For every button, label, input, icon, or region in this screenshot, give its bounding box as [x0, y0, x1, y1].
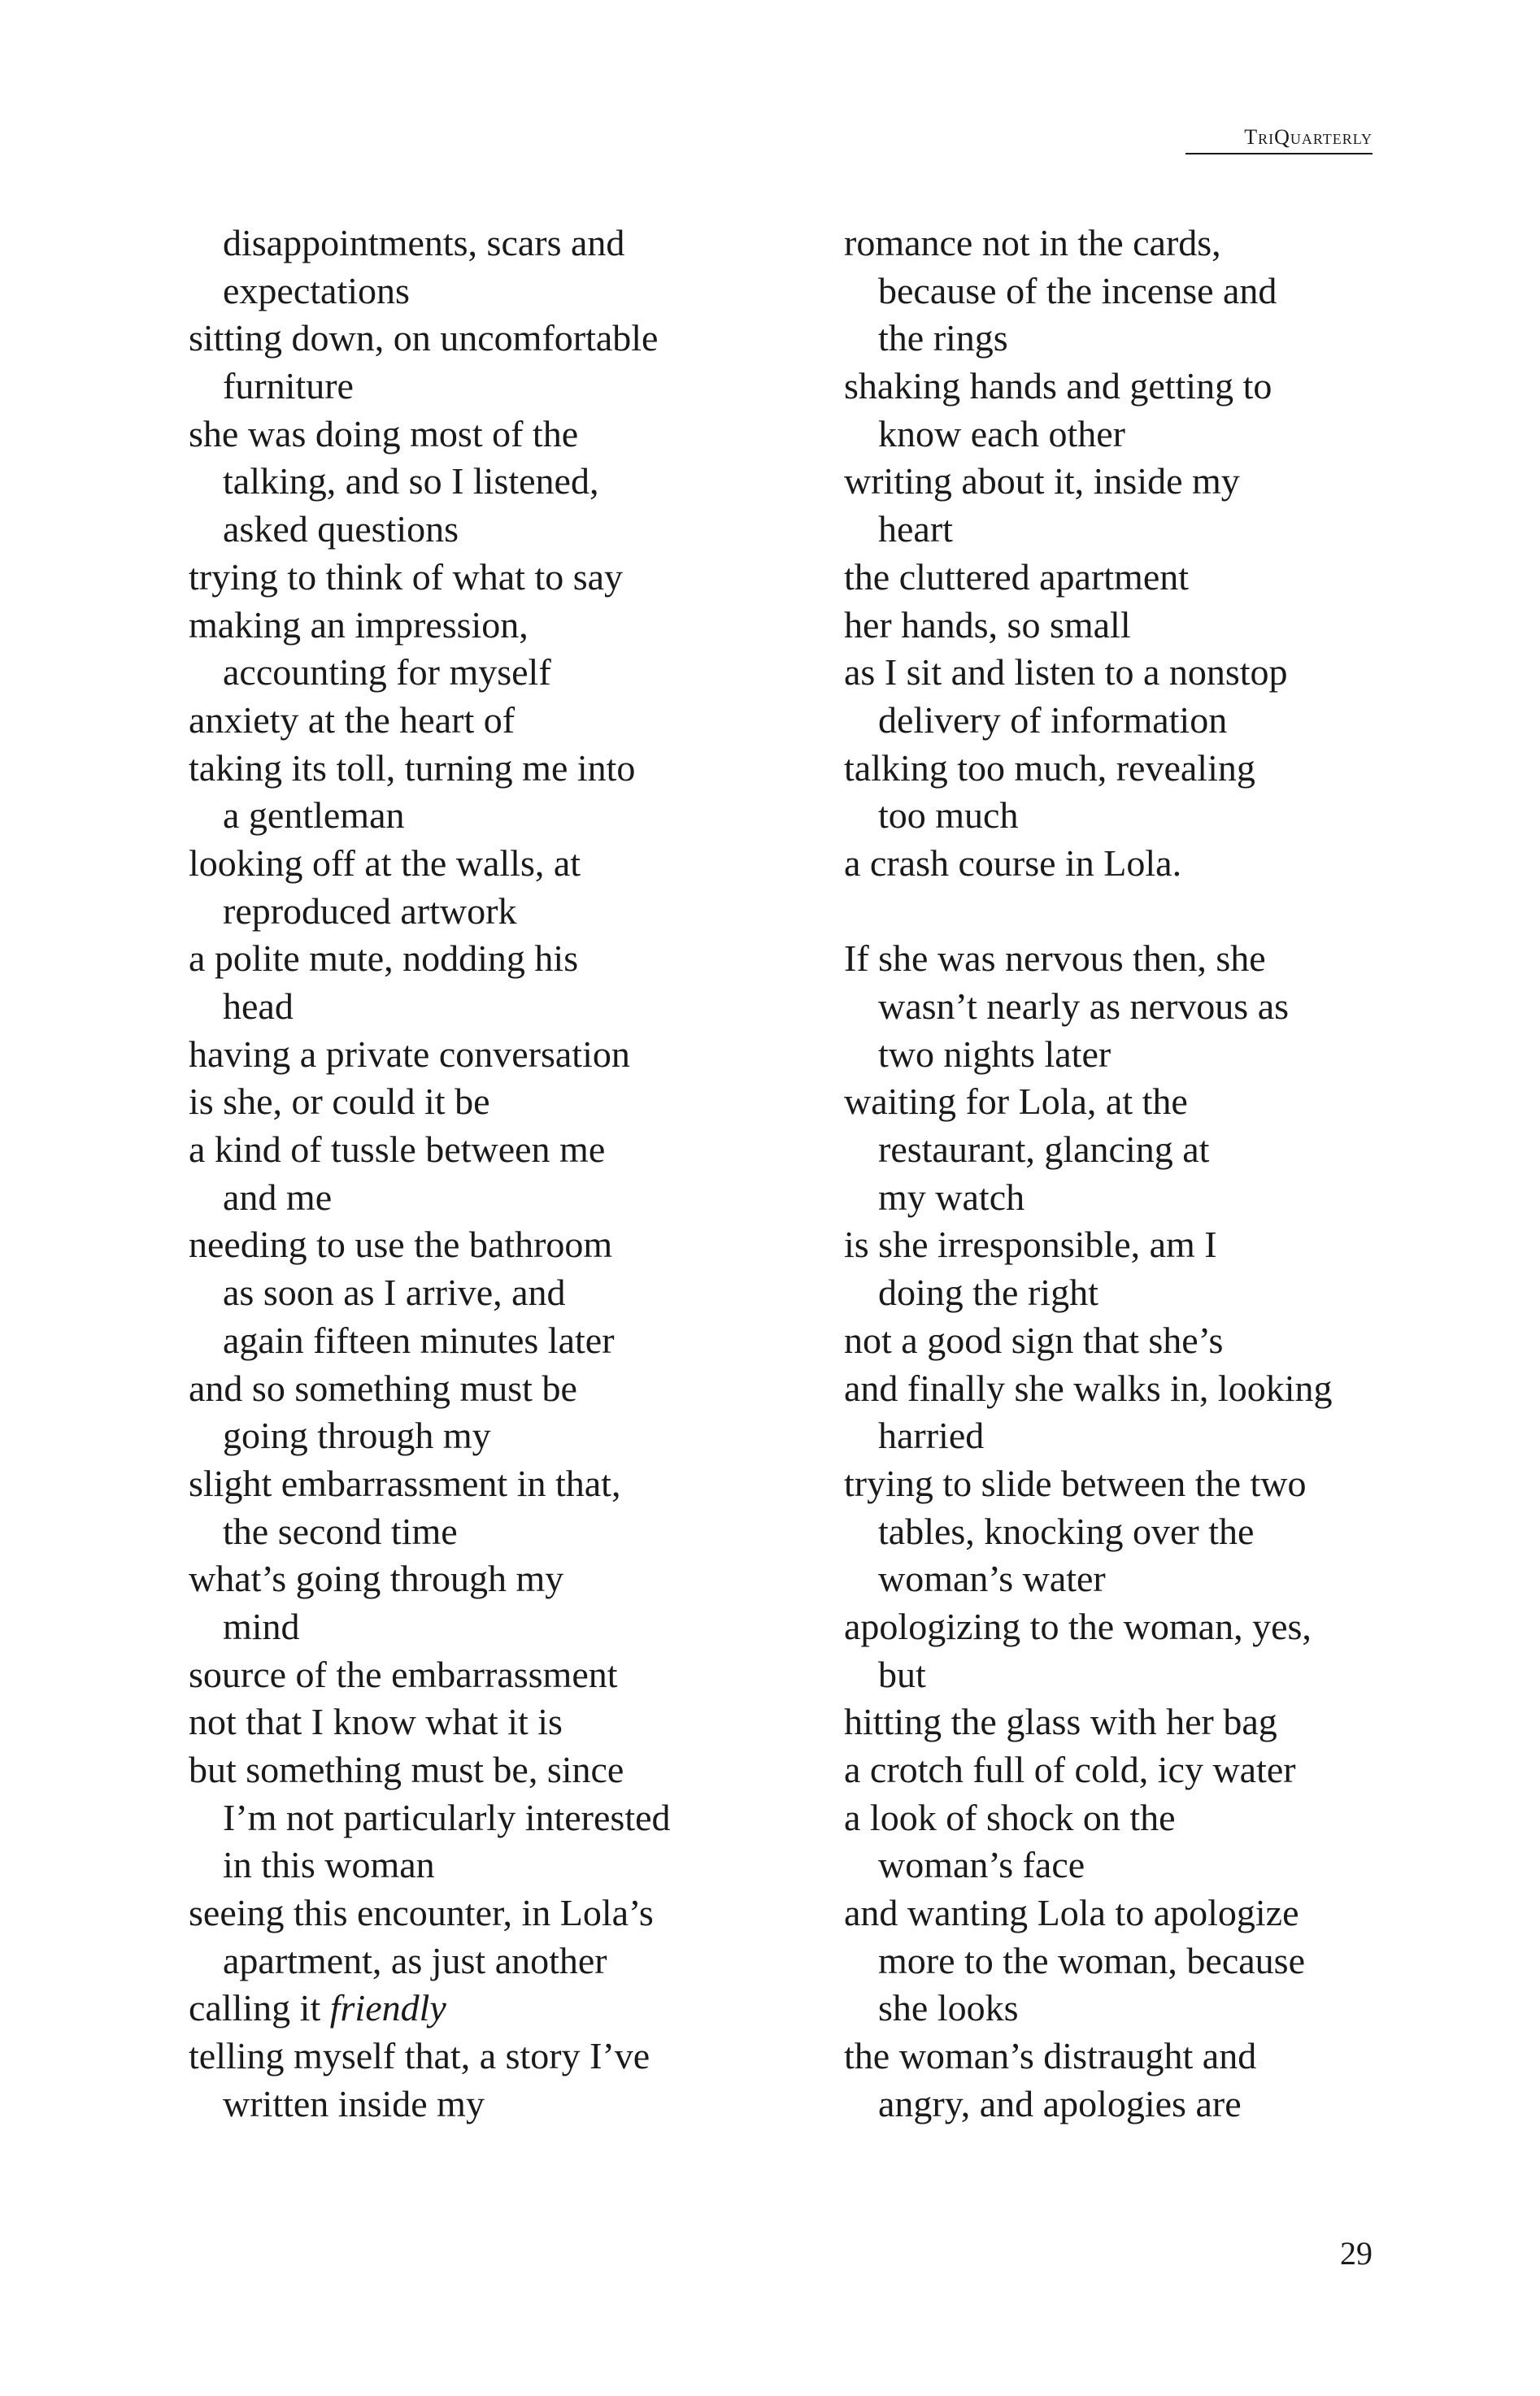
- poem-line-text: a gentleman: [223, 794, 405, 837]
- poem-line-text: and wanting Lola to apologize: [844, 1892, 1299, 1934]
- poem-line: [844, 935, 1462, 983]
- poem-line: [189, 411, 807, 459]
- poem-line: [844, 1365, 1462, 1413]
- poem-line-text: asked questions: [223, 508, 459, 550]
- poem-line: [844, 220, 1462, 267]
- poem-line: [189, 220, 807, 267]
- poem-line: [189, 1078, 807, 1126]
- poem-line: [844, 1031, 1462, 1079]
- poem-line-text: apologizing to the woman, yes,: [844, 1605, 1312, 1647]
- poem-line-text: source of the embarrassment: [189, 1653, 618, 1695]
- poem-line-text: what’s going through my: [189, 1558, 564, 1600]
- poem-line-text: a crotch full of cold, icy water: [844, 1749, 1296, 1790]
- poem-line-text: in this woman: [223, 1844, 435, 1886]
- right-column: [844, 220, 1462, 2129]
- poem-line: [844, 1603, 1462, 1651]
- poem-line: [189, 1746, 807, 1794]
- poem-line: [189, 602, 807, 650]
- poem-line: [844, 1889, 1462, 1937]
- poem-line-text: woman’s water: [878, 1558, 1106, 1600]
- poem-line-text: a look of shock on the: [844, 1796, 1176, 1838]
- running-header: TriQuarterly: [1185, 127, 1373, 154]
- poem-line-text: but something must be, since: [189, 1749, 624, 1790]
- poem-line: [844, 2033, 1462, 2081]
- poem-line-text: heart: [878, 508, 953, 550]
- poem-line-text: sitting down, on uncomfortable: [189, 317, 659, 359]
- poem-line-text: woman’s face: [878, 1844, 1085, 1886]
- poem-line: [189, 1842, 807, 1889]
- poem-line: [189, 1126, 807, 1174]
- poem-line: [844, 1555, 1462, 1603]
- poem-line-text: accounting for myself: [223, 651, 551, 694]
- poem-line-text: expectations: [223, 269, 410, 311]
- poem-line-text: slight embarrassment in that,: [189, 1462, 621, 1504]
- poem-line: [844, 1221, 1462, 1269]
- poem-line-text: going through my: [223, 1415, 491, 1457]
- poem-line: [189, 1555, 807, 1603]
- poem-line: [844, 506, 1462, 554]
- poem-line-text: I’m not particularly interested: [223, 1796, 671, 1838]
- poem-line-text: the second time: [223, 1510, 458, 1552]
- stanza-break: [844, 888, 1462, 936]
- poem-line: [844, 1174, 1462, 1222]
- poem-line: [844, 554, 1462, 602]
- poem-line: [189, 554, 807, 602]
- poem-line: [189, 983, 807, 1031]
- poem-line: [189, 315, 807, 363]
- poem-line-text: she was doing most of the: [189, 412, 579, 454]
- poem-line-text: but: [878, 1653, 926, 1695]
- poem-line: [844, 411, 1462, 459]
- poem-line: [189, 1651, 807, 1699]
- poem-line: [189, 1269, 807, 1317]
- poem-line: [844, 1508, 1462, 1556]
- poem-line: [844, 792, 1462, 840]
- poem-line-text: a kind of tussle between me: [189, 1128, 606, 1171]
- poem-line-text: and so something must be: [189, 1367, 577, 1409]
- poem-line: [189, 1698, 807, 1746]
- poem-line-text: because of the incense and: [878, 269, 1277, 311]
- poem-line: [189, 1508, 807, 1556]
- poem-line-text: waiting for Lola, at the: [844, 1081, 1188, 1123]
- poem-line: [844, 697, 1462, 745]
- poem-line: [844, 1651, 1462, 1699]
- poem-line-text: head: [223, 985, 294, 1027]
- poem-line-text: not that I know what it is: [189, 1701, 563, 1743]
- poem-line-text: the woman’s distraught and: [844, 2035, 1257, 2077]
- poem-line: [189, 888, 807, 936]
- poem-line: [844, 363, 1462, 411]
- poem-line: [844, 267, 1462, 315]
- poem-line-text: needing to use the bathroom: [189, 1224, 613, 1266]
- poem-line-text: trying to think of what to say: [189, 555, 624, 598]
- poem-line: [844, 1317, 1462, 1365]
- poem-line-text: romance not in the cards,: [844, 222, 1221, 263]
- poem-line-text: the cluttered apartment: [844, 555, 1190, 598]
- poem-line-text: more to the woman, because: [878, 1939, 1305, 1981]
- poem-line: [189, 1937, 807, 1985]
- poem-line-text: anxiety at the heart of: [189, 698, 516, 741]
- poem-line-text: harried: [878, 1415, 985, 1457]
- poem-line: [189, 935, 807, 983]
- poem-line-text: looking off at the walls, at: [189, 841, 581, 884]
- poem-line: [844, 1698, 1462, 1746]
- poem-line-text: my watch: [878, 1176, 1025, 1218]
- poem-line-text: taking its toll, turning me into: [189, 746, 636, 789]
- poem-line: [844, 458, 1462, 506]
- poem-line-text: know each other: [878, 412, 1125, 454]
- poem-line: [844, 1746, 1462, 1794]
- poem-line-text: not a good sign that she’s: [844, 1319, 1224, 1361]
- poem-line-text: talking too much, revealing: [844, 746, 1255, 789]
- poem-line-text: tables, knocking over the: [878, 1510, 1255, 1552]
- poem-line-text: If she was nervous then, she: [844, 937, 1266, 980]
- poem-line-text: calling it: [189, 1987, 330, 2029]
- poem-line-text: as I sit and listen to a nonstop: [844, 651, 1288, 694]
- poem-line-text: is she irresponsible, am I: [844, 1224, 1217, 1266]
- poem-line: [189, 458, 807, 506]
- poem-line: [844, 2081, 1462, 2129]
- poem-line-text: mind: [223, 1605, 300, 1647]
- poem-line: [189, 1221, 807, 1269]
- poem-line: [844, 1460, 1462, 1508]
- poem-line: [844, 745, 1462, 793]
- poem-line: [844, 1842, 1462, 1889]
- poem-line: [844, 840, 1462, 888]
- poem-line-text: again fifteen minutes later: [223, 1319, 615, 1361]
- poem-line: [189, 267, 807, 315]
- poem-line: [844, 649, 1462, 697]
- poem-line: [189, 1317, 807, 1365]
- poem-line-text: is she, or could it be: [189, 1081, 490, 1123]
- poem-line-text: reproduced artwork: [223, 889, 517, 932]
- poem-line-text: writing about it, inside my: [844, 460, 1240, 502]
- page-number: 29: [1340, 2235, 1373, 2272]
- poem-line: [844, 1269, 1462, 1317]
- poem-line: [189, 697, 807, 745]
- poem-line-text: disappointments, scars and: [223, 222, 625, 263]
- poem-line: [844, 1794, 1462, 1842]
- poem-line-text: having a private conversation: [189, 1033, 630, 1075]
- poem-line: [189, 649, 807, 697]
- poem-line: [844, 1078, 1462, 1126]
- poem-line-text: written inside my: [223, 2082, 485, 2124]
- poem-line-text: shaking hands and getting to: [844, 365, 1272, 407]
- poem-line-text: a polite mute, nodding his: [189, 937, 579, 980]
- poem-line: [844, 315, 1462, 363]
- poem-line-text: a crash course in Lola.: [844, 841, 1182, 884]
- poem-line-text: hitting the glass with her bag: [844, 1701, 1277, 1743]
- poem-line-text: wasn’t nearly as nervous as: [878, 985, 1290, 1027]
- poem-line: [844, 1937, 1462, 1985]
- poem-line-text: and me: [223, 1176, 333, 1218]
- poem-line-text: as soon as I arrive, and: [223, 1272, 566, 1314]
- poem-line-italic-text: friendly: [329, 1987, 446, 2029]
- poem-line: [189, 1889, 807, 1937]
- poem-line: [189, 745, 807, 793]
- poem-line: [189, 1460, 807, 1508]
- poem-line: [189, 840, 807, 888]
- poem-line-text: the rings: [878, 317, 1008, 359]
- poem-line-text: trying to slide between the two: [844, 1462, 1307, 1504]
- poem-line-text: angry, and apologies are: [878, 2082, 1242, 2124]
- poem-line: [844, 983, 1462, 1031]
- poem-line-text: doing the right: [878, 1272, 1098, 1314]
- poem-line-text: too much: [878, 794, 1019, 837]
- poem-line-text: her hands, so small: [844, 603, 1131, 646]
- poem-line-text: and finally she walks in, looking: [844, 1367, 1333, 1409]
- poem-line-text: telling myself that, a story I’ve: [189, 2035, 650, 2077]
- poem-line-text: furniture: [223, 365, 354, 407]
- poem-line-text: apartment, as just another: [223, 1939, 607, 1981]
- poem-line: [844, 1126, 1462, 1174]
- poem-line-text: restaurant, glancing at: [878, 1128, 1210, 1171]
- poem-line-text: making an impression,: [189, 603, 529, 646]
- poem-line: [189, 1031, 807, 1079]
- poem-line-text: two nights later: [878, 1033, 1111, 1075]
- poem-line: [189, 2081, 807, 2129]
- poem-line: [189, 506, 807, 554]
- poem-line: [844, 1412, 1462, 1460]
- poem-line-text: delivery of information: [878, 698, 1228, 741]
- poem-line-text: she looks: [878, 1987, 1019, 2029]
- left-column: [189, 220, 807, 2129]
- poem-line: [189, 1365, 807, 1413]
- poem-line: [189, 1174, 807, 1222]
- poem-line: [189, 1794, 807, 1842]
- poem-line: [189, 363, 807, 411]
- poem-line: [189, 792, 807, 840]
- poem-line: [844, 602, 1462, 650]
- poem-line: [844, 1985, 1462, 2033]
- poem-line: [189, 1985, 807, 2033]
- poem-line: [189, 2033, 807, 2081]
- poem-line: [189, 1603, 807, 1651]
- poem-line-text: seeing this encounter, in Lola’s: [189, 1892, 654, 1934]
- poem-line-text: talking, and so I listened,: [223, 460, 599, 502]
- poem-line: [189, 1412, 807, 1460]
